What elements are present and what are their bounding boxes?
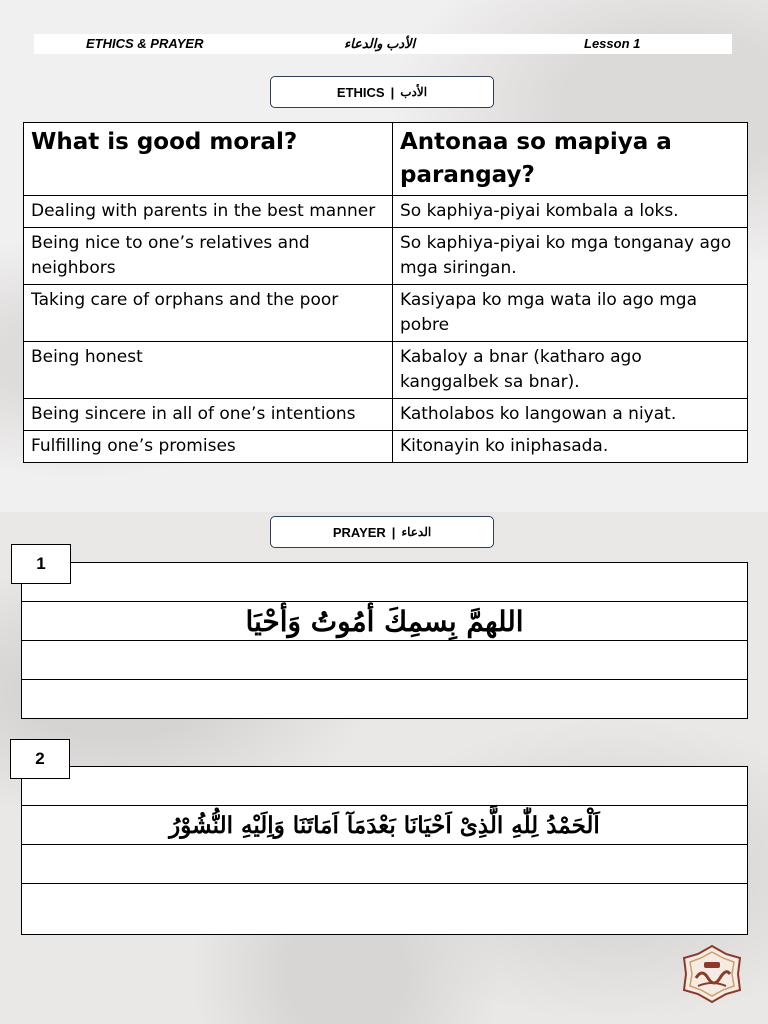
table-row: [24, 285, 748, 342]
page-header: [34, 34, 732, 54]
writing-line: [22, 767, 747, 806]
cell-maranao: Kasiyapa ko mga wata ilo ago mga pobre: [393, 285, 748, 342]
prayer-1-number: 1: [11, 544, 71, 584]
header-maranao: Antonaa so mapiya a parangay?: [393, 123, 748, 196]
header-subject-arabic: الأدب والدعاء: [344, 36, 416, 51]
writing-line: [22, 641, 747, 680]
prayer-label-ar: الدعاء: [401, 525, 432, 539]
writing-line: [22, 680, 747, 719]
cell-maranao: So kaphiya-piyai ko mga tonganay ago mga siringan.: [393, 228, 748, 285]
cell-english: Being sincere in all of one’s intentions: [24, 399, 393, 431]
prayer-2-lines: [21, 766, 748, 935]
ethics-section-label: [270, 76, 494, 108]
cell-maranao: Katholabos ko langowan a niyat.: [393, 399, 748, 431]
prayer-1-text: اللهمَّ بِسمِكَ أمُوتُ وَأحْيَا: [22, 602, 747, 641]
cell-maranao: Kabaloy a bnar (katharo ago kanggalbek sa bnar).: [393, 342, 748, 399]
table-row: [24, 196, 748, 228]
table-header-row: [24, 123, 748, 196]
header-subject: ETHICS & PRAYER: [86, 36, 204, 51]
prayer-1-lines: [21, 562, 748, 719]
cell-maranao: So kaphiya-piyai kombala a loks.: [393, 196, 748, 228]
table-row: [24, 228, 748, 285]
cell-english: Fulfilling one’s promises: [24, 431, 393, 463]
ethics-label-en: ETHICS: [336, 84, 385, 100]
header-english: What is good moral?: [24, 123, 393, 196]
prayer-2-text: اَلْحَمْدُ لِلّٰهِ الَّذِىْ اَحْيَانَا بَعْدَمَآ اَمَاتَنَا وَاِلَيْهِ النُّشُوْرُ: [22, 806, 747, 845]
prayer-section-label: [270, 516, 494, 548]
ethics-label-separator: |: [390, 84, 395, 100]
writing-line: [22, 563, 747, 602]
ethics-table: [23, 122, 748, 463]
cell-english: Being nice to one’s relatives and neighbors: [24, 228, 393, 285]
prayer-label-en: PRAYER: [332, 524, 386, 540]
cell-english: Being honest: [24, 342, 393, 399]
cell-maranao: Kitonayin ko iniphasada.: [393, 431, 748, 463]
prayer-2-number: 2: [10, 739, 70, 779]
writing-line: [22, 845, 747, 884]
ethics-label-ar: الأدب: [400, 85, 428, 99]
cell-english: Dealing with parents in the best manner: [24, 196, 393, 228]
academy-logo: [678, 944, 746, 1004]
table-row: [24, 399, 748, 431]
writing-line: [22, 884, 747, 935]
header-lesson: Lesson 1: [584, 36, 641, 51]
prayer-label-separator: |: [391, 524, 396, 540]
cell-english: Taking care of orphans and the poor: [24, 285, 393, 342]
table-row: [24, 342, 748, 399]
table-row: [24, 431, 748, 463]
